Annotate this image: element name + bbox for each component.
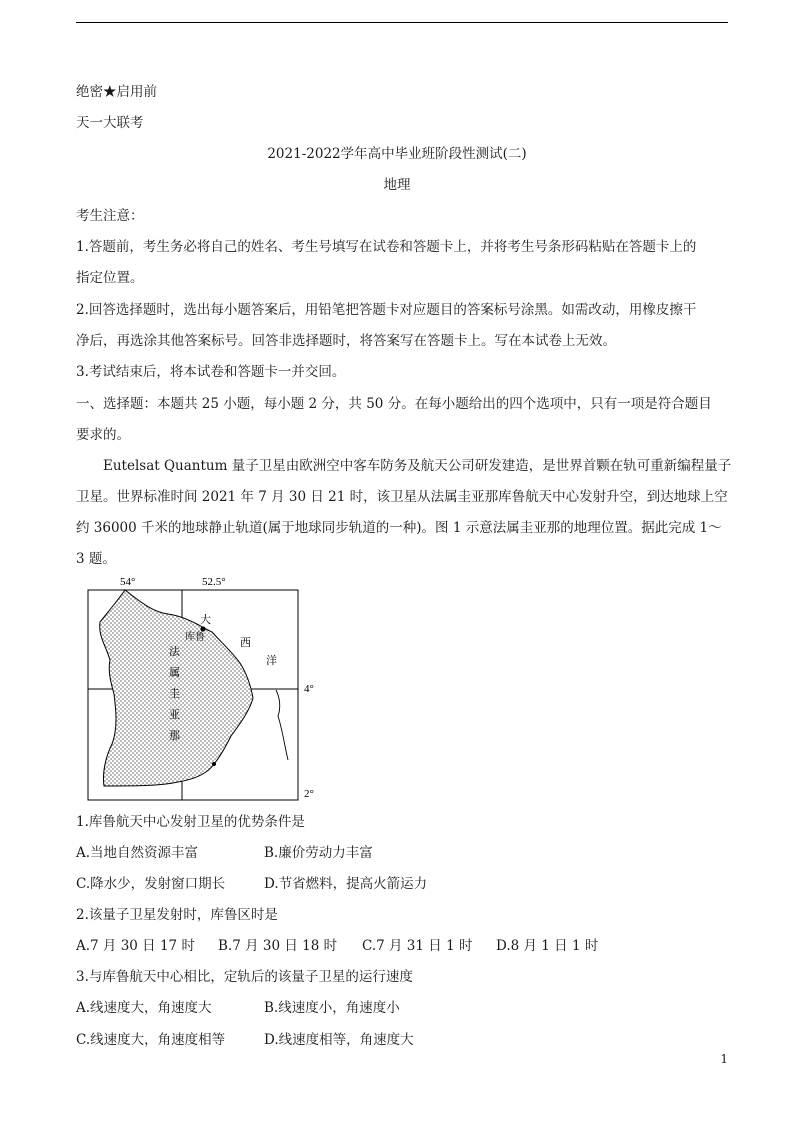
- page-number: 1: [720, 1052, 728, 1066]
- lat-label-4: 4°: [304, 683, 314, 695]
- passage-line-1: Eutelsat Quantum 量子卫星由欧洲空中客车防务及航天公司研发建造，是世界首颗在轨可重新编程量子: [103, 458, 732, 474]
- question-2-option-d[interactable]: D.8 月 1 日 1 时: [496, 938, 599, 954]
- question-1-option-b[interactable]: B.廉价劳动力丰富: [264, 845, 373, 861]
- question-3-option-b[interactable]: B.线速度小，角速度小: [264, 1000, 400, 1016]
- question-2-option-c[interactable]: C.7 月 31 日 1 时: [362, 938, 473, 954]
- passage-line-2: 卫星。世界标准时间 2021 年 7 月 30 日 21 时，该卫星从法属圭亚那库鲁航天中心发射升空，到达地球上空: [76, 489, 728, 505]
- section-1-intro-line-2: 要求的。: [76, 427, 130, 443]
- border-point-marker: [212, 762, 216, 766]
- lon-label-52-5: 52.5°: [202, 576, 226, 588]
- subject-title: 地理: [383, 177, 411, 193]
- coastline-east: [276, 690, 288, 760]
- notice-item-2-line-2: 净后，再选涂其他答案标号。回答非选择题时，将答案写在答题卡上。写在本试卷上无效。: [76, 333, 616, 349]
- region-char-1: 法: [169, 645, 180, 658]
- ocean-char-3: 洋: [266, 654, 277, 667]
- exam-org: 天一大联考: [76, 115, 144, 131]
- question-1-option-d[interactable]: D.节省燃料，提高火箭运力: [264, 876, 428, 892]
- region-char-4: 亚: [169, 708, 180, 721]
- question-3-option-a[interactable]: A.线速度大，角速度大: [76, 1000, 212, 1016]
- passage-line-4: 3 题。: [76, 551, 116, 567]
- notice-item-2-line-1: 2.回答选择题时，选出每小题答案后，用铅笔把答题卡对应题目的答案标号涂黑。如需改动，用橡皮擦干: [76, 302, 697, 318]
- question-2-option-a[interactable]: A.7 月 30 日 17 时: [76, 938, 195, 954]
- question-3-stem: 3.与库鲁航天中心相比，定轨后的该量子卫星的运行速度: [76, 969, 413, 985]
- ocean-char-1: 大: [200, 613, 211, 626]
- notice-item-1-line-2: 指定位置。: [76, 270, 144, 286]
- question-2-stem: 2.该量子卫星发射时，库鲁区时是: [76, 907, 278, 923]
- notice-title: 考生注意：: [76, 208, 144, 224]
- region-char-5: 那: [169, 729, 180, 742]
- region-char-2: 属: [169, 666, 180, 679]
- notice-item-3: 3.考试结束后，将本试卷和答题卡一并交回。: [76, 364, 346, 380]
- question-3-option-c[interactable]: C.线速度大，角速度相等: [76, 1032, 226, 1048]
- passage-line-3: 约 36000 千米的地球静止轨道(属于地球同步轨道的一种)。图 1 示意法属圭亚那的地理位置。据此完成 1～: [76, 520, 722, 536]
- question-2-option-b[interactable]: B.7 月 30 日 18 时: [218, 938, 338, 954]
- exam-title: 2021-2022学年高中毕业班阶段性测试(二): [267, 146, 527, 162]
- city-label-kourou: 库鲁: [185, 632, 205, 643]
- secret-mark: 绝密★启用前: [76, 84, 157, 100]
- question-3-option-d[interactable]: D.线速度相等，角速度大: [264, 1032, 414, 1048]
- question-1-option-a[interactable]: A.当地自然资源丰富: [76, 845, 199, 861]
- question-1-option-c[interactable]: C.降水少，发射窗口期长: [76, 876, 226, 892]
- region-char-3: 圭: [169, 687, 180, 700]
- notice-item-1-line-1: 1.答题前，考生务必将自己的姓名、考生号填写在试卷和答题卡上，并将考生号条形码粘贴在答题卡上的: [76, 239, 697, 255]
- lat-label-2: 2°: [304, 788, 314, 800]
- ocean-char-2: 西: [240, 636, 251, 649]
- section-1-intro-line-1: 一、选择题：本题共 25 小题，每小题 2 分，共 50 分。在每小题给出的四个选项中，只有一项是符合题目: [76, 396, 712, 412]
- kourou-marker: [200, 626, 205, 631]
- lon-label-54: 54°: [120, 576, 136, 588]
- question-1-stem: 1.库鲁航天中心发射卫星的优势条件是: [76, 814, 305, 830]
